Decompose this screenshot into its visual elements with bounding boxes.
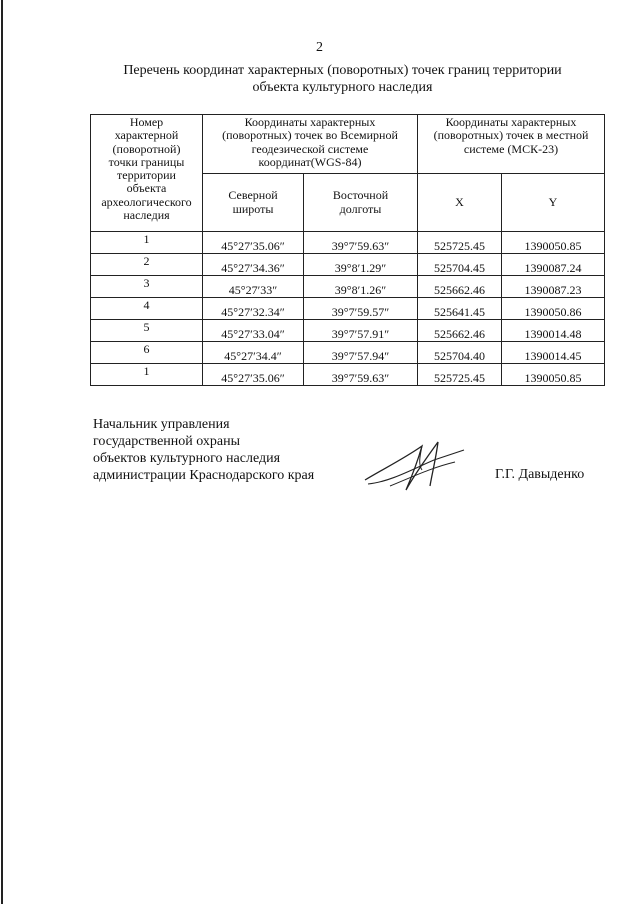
y-coordinate: 1390014.48 — [502, 320, 605, 342]
title-line-1: Перечень координат характерных (поворотных) точек границ территории — [123, 63, 562, 78]
table-row — [91, 232, 605, 254]
x-coordinate: 525641.45 — [418, 298, 502, 320]
north-latitude: 45°27′33.04″ — [203, 320, 304, 342]
point-number: 6 — [91, 342, 203, 364]
table-row — [91, 342, 605, 364]
y-coordinate: 1390050.86 — [502, 298, 605, 320]
subheader-x: X — [418, 174, 502, 232]
signatory-position-line: объектов культурного наследия — [93, 451, 281, 466]
x-coordinate: 525725.45 — [418, 232, 502, 254]
coordinates-table — [90, 114, 605, 386]
point-number: 1 — [91, 364, 203, 386]
north-latitude: 45°27′34.4″ — [203, 342, 304, 364]
header-local-coordinates: Координаты характерных (поворотных) точек в местной системе (МСК-23) — [418, 115, 605, 174]
subheader-north-latitude: Северной широты — [203, 174, 304, 232]
north-latitude: 45°27′32.34″ — [203, 298, 304, 320]
table-row — [91, 276, 605, 298]
document-title — [60, 62, 625, 96]
title-line-2: объекта культурного наследия — [252, 80, 433, 95]
signature-block — [93, 416, 314, 484]
east-longitude: 39°7′59.63″ — [304, 232, 418, 254]
east-longitude: 39°7′57.94″ — [304, 342, 418, 364]
point-number: 5 — [91, 320, 203, 342]
point-number: 2 — [91, 254, 203, 276]
table-row — [91, 364, 605, 386]
north-latitude: 45°27′33″ — [203, 276, 304, 298]
signatory-position-line: администрации Краснодарского края — [93, 468, 315, 483]
table-row — [91, 320, 605, 342]
north-latitude: 45°27′35.06″ — [203, 364, 304, 386]
y-coordinate: 1390087.23 — [502, 276, 605, 298]
page-number: 2 — [316, 40, 323, 55]
signatory-position-line: Начальник управления — [93, 417, 230, 432]
x-coordinate: 525662.46 — [418, 276, 502, 298]
point-number: 3 — [91, 276, 203, 298]
subheader-east-longitude: Восточной долготы — [304, 174, 418, 232]
table-header-row — [91, 115, 605, 174]
header-wgs-coordinates: Координаты характерных (поворотных) точек во Всемирной геодезической системе координат(WGS-84) — [203, 115, 418, 174]
y-coordinate: 1390050.85 — [502, 232, 605, 254]
x-coordinate: 525662.46 — [418, 320, 502, 342]
page-edge-line — [1, 0, 3, 904]
x-coordinate: 525725.45 — [418, 364, 502, 386]
north-latitude: 45°27′34.36″ — [203, 254, 304, 276]
east-longitude: 39°7′59.63″ — [304, 364, 418, 386]
signer-name: Г.Г. Давыденко — [495, 467, 585, 482]
x-coordinate: 525704.40 — [418, 342, 502, 364]
point-number: 1 — [91, 232, 203, 254]
table-row — [91, 298, 605, 320]
y-coordinate: 1390050.85 — [502, 364, 605, 386]
y-coordinate: 1390014.45 — [502, 342, 605, 364]
east-longitude: 39°8′1.26″ — [304, 276, 418, 298]
east-longitude: 39°8′1.29″ — [304, 254, 418, 276]
signatory-position-line: государственной охраны — [93, 434, 241, 449]
x-coordinate: 525704.45 — [418, 254, 502, 276]
handwritten-signature — [360, 438, 470, 498]
subheader-y: Y — [502, 174, 605, 232]
east-longitude: 39°7′59.57″ — [304, 298, 418, 320]
east-longitude: 39°7′57.91″ — [304, 320, 418, 342]
north-latitude: 45°27′35.06″ — [203, 232, 304, 254]
y-coordinate: 1390087.24 — [502, 254, 605, 276]
point-number: 4 — [91, 298, 203, 320]
header-point-number: Номер характерной (поворотной) точки границы территории объекта археологического наследия — [91, 115, 203, 232]
table-row — [91, 254, 605, 276]
